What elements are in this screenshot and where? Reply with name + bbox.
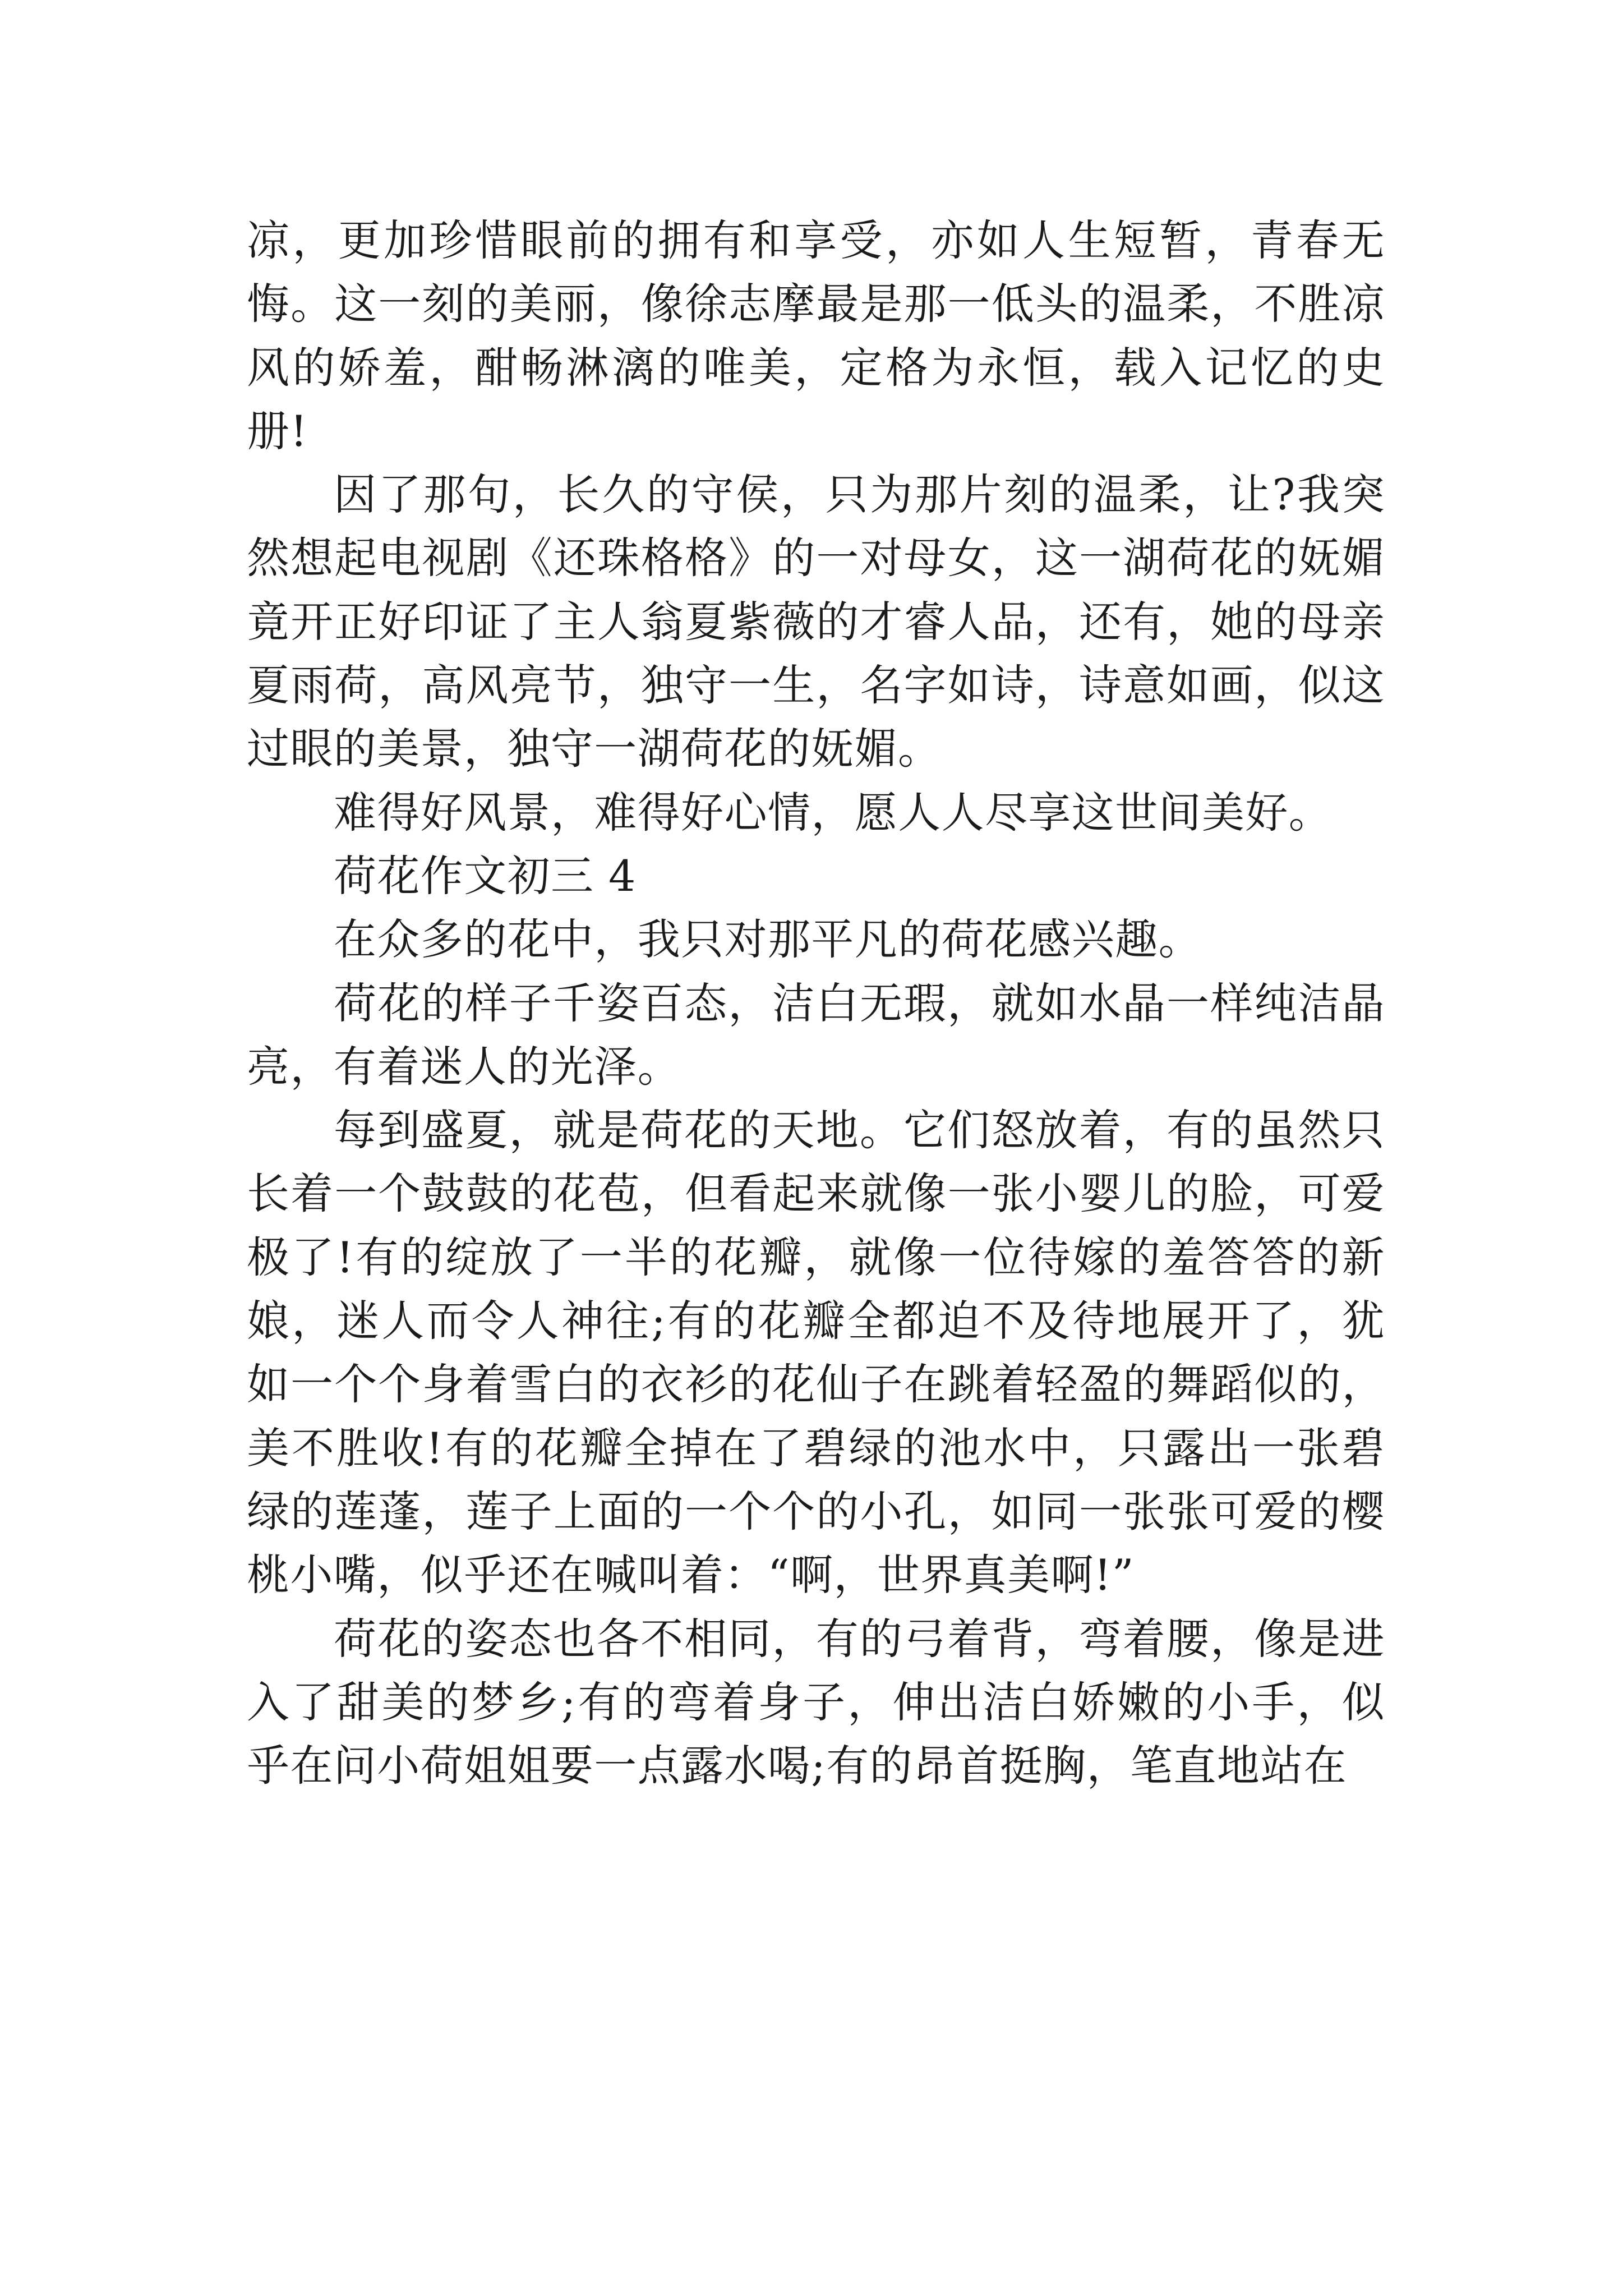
paragraph-intro: 在众多的花中，我只对那平凡的荷花感兴趣。 xyxy=(334,914,1202,965)
section-heading: 荷花作文初三 4 xyxy=(334,850,637,901)
document-body xyxy=(247,209,1385,1797)
paragraph-huanzhu: 因了那句，长久的守侯，只为那片刻的温柔，让?我突然想起电视剧《还珠格格》的一对母女，这一湖荷花的妩媚竟开正好印证了主人翁夏紫薇的才睿人品，还有，她的母亲夏雨荷，高风亮节，独守一生，名字如诗，诗意如画，似这过眼的美景，独守一湖荷花的妩媚。 xyxy=(247,470,1385,774)
paragraph-good-scenery: 难得好风景，难得好心情，愿人人尽享这世间美好。 xyxy=(334,787,1332,838)
paragraph-appearance: 荷花的样子千姿百态，洁白无瑕，就如水晶一样纯洁晶亮，有着迷人的光泽。 xyxy=(247,978,1385,1092)
paragraph-midsummer: 每到盛夏，就是荷花的天地。它们怒放着，有的虽然只长着一个鼓鼓的花苞，但看起来就像一张小婴儿的脸，可爱极了!有的绽放了一半的花瓣，就像一位待嫁的羞答答的新娘，迷人而令人神往;有的花瓣全都迫不及待地展开了，犹如一个个身着雪白的衣衫的花仙子在跳着轻盈的舞蹈似的，美不胜收!有的花瓣全掉在了碧绿的池水中，只露出一张碧绿的莲蓬，莲子上面的一个个的小孔，如同一张张可爱的樱桃小嘴，似乎还在喊叫着：“啊，世界真美啊!” xyxy=(247,1105,1385,1600)
paragraph-postures: 荷花的姿态也各不相同，有的弓着背，弯着腰，像是进入了甜美的梦乡;有的弯着身子，伸出洁白娇嫩的小手，似乎在问小荷姐姐要一点露水喝;有的昂首挺胸，笔直地站在 xyxy=(247,1613,1385,1791)
paragraph-continuation: 凉，更加珍惜眼前的拥有和享受，亦如人生短暂，青春无悔。这一刻的美丽，像徐志摩最是那一低头的温柔，不胜凉风的娇羞，酣畅淋漓的唯美，定格为永恒，载入记忆的史册! xyxy=(247,215,1385,456)
